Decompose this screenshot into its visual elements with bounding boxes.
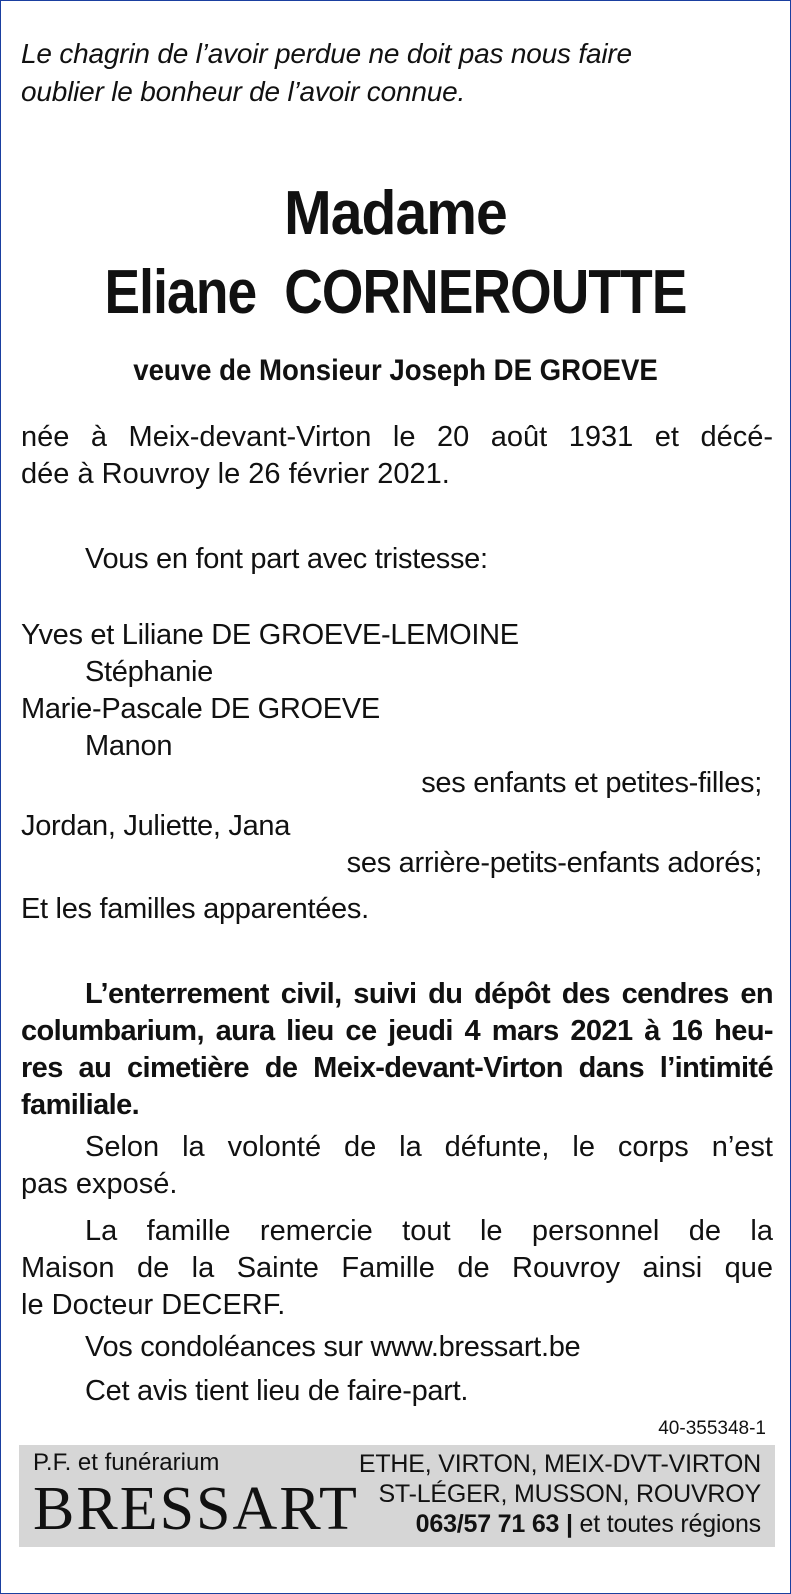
- family-relatives: Et les familles apparentées.: [21, 893, 369, 925]
- funeral-home-banner: [19, 1445, 775, 1547]
- paragraph-line: dée à Rouvroy le 26 février 2021.: [21, 458, 450, 490]
- paragraph-line: La famille remercie tout le personnel de la: [85, 1215, 773, 1247]
- deceased-title: Madame: [284, 179, 507, 248]
- exposure-paragraph: [21, 1129, 773, 1203]
- quote-line: oublier le bonheur de l’avoir connue.: [21, 76, 466, 107]
- quote-line: Le chagrin de l’avoir perdue ne doit pas nous faire: [21, 38, 632, 69]
- contact-line: [416, 1509, 761, 1539]
- family-great-grandchildren-role: ses arrière-petits-enfants adorés;: [346, 847, 762, 879]
- locations-line: ST-LÉGER, MUSSON, ROUVROY: [378, 1480, 761, 1508]
- notice-line: Cet avis tient lieu de faire-part.: [85, 1375, 469, 1407]
- ceremony-paragraph: [21, 976, 773, 1124]
- family-children-role: ses enfants et petites-filles;: [421, 767, 762, 799]
- paragraph-line: Maison de la Sainte Famille de Rouvroy ainsi que: [21, 1252, 773, 1284]
- condolences-line: Vos condoléances sur www.bressart.be: [85, 1331, 581, 1363]
- funeral-home-tagline: P.F. et funérarium: [33, 1449, 220, 1476]
- epigraph-quote: [21, 35, 781, 111]
- family-great-grandchildren: Jordan, Juliette, Jana: [21, 810, 291, 842]
- family-grandchild-1: Stéphanie: [85, 656, 213, 688]
- announcement: Vous en font part avec tristesse:: [85, 543, 488, 575]
- deceased-name: Eliane CORNEROUTTE: [104, 258, 687, 327]
- paragraph-line: pas exposé.: [21, 1168, 178, 1200]
- birth-death-paragraph: [21, 419, 773, 493]
- paragraph-line: L’enterrement civil, suivi du dépôt des cendres en: [85, 978, 773, 1010]
- paragraph-line: familiale.: [21, 1089, 140, 1121]
- paragraph-line: le Docteur DECERF.: [21, 1289, 286, 1321]
- family-grandchild-2: Manon: [85, 730, 173, 762]
- separator: |: [566, 1510, 573, 1538]
- family-children-2: Marie-Pascale DE GROEVE: [21, 693, 380, 725]
- funeral-home-logo: BRESSART: [33, 1475, 359, 1543]
- phone-number: 063/57 71 63: [415, 1510, 560, 1538]
- thanks-paragraph: [21, 1213, 773, 1324]
- reference-number: 40-355348-1: [658, 1418, 766, 1439]
- paragraph-line: née à Meix-devant-Virton le 20 août 1931 et décé-: [21, 421, 773, 453]
- paragraph-line: columbarium, aura lieu ce jeudi 4 mars 2021 à 16 heu-: [21, 1015, 773, 1047]
- paragraph-line: Selon la volonté de la défunte, le corps n’est: [85, 1131, 773, 1163]
- regions-text: et toutes régions: [579, 1510, 761, 1538]
- family-children-1: Yves et Liliane DE GROEVE-LEMOINE: [21, 619, 519, 651]
- locations-line: ETHE, VIRTON, MEIX-DVT-VIRTON: [358, 1450, 761, 1478]
- paragraph-line: res au cimetière de Meix-devant-Virton dans l’intimité: [21, 1052, 773, 1084]
- widow-of: veuve de Monsieur Joseph DE GROEVE: [133, 354, 658, 387]
